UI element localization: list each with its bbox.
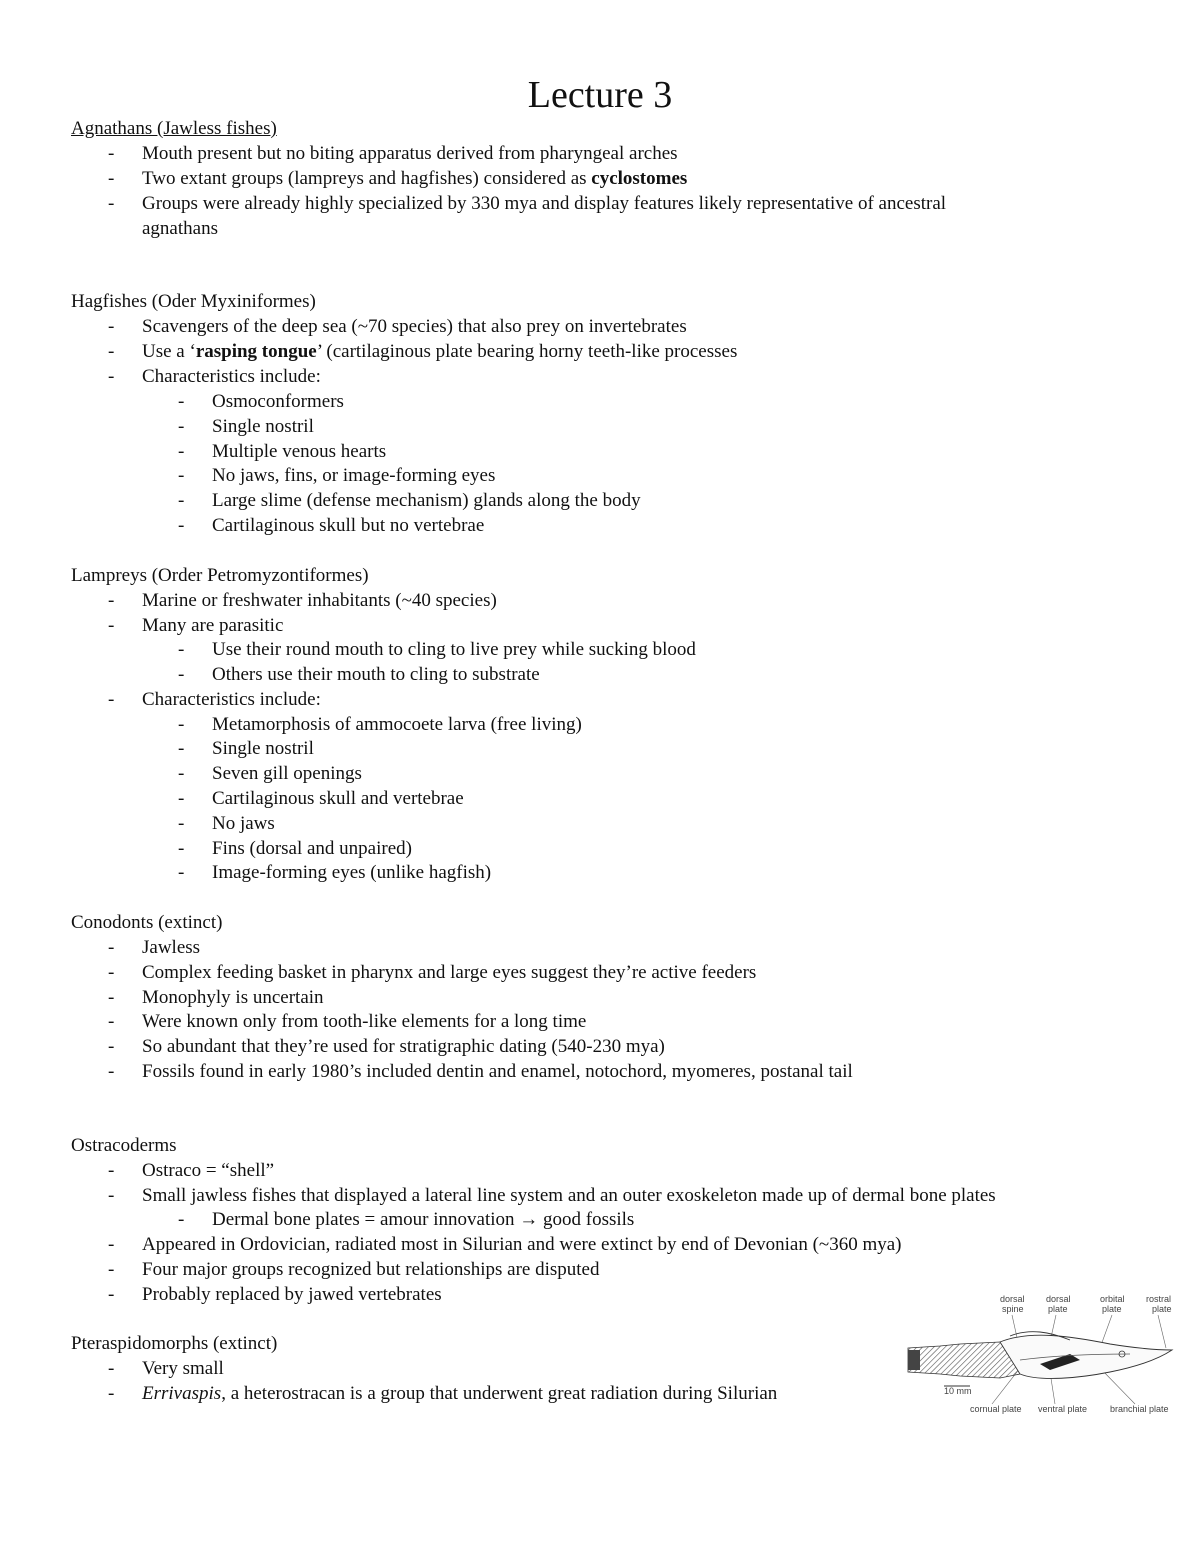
head-shield [1000, 1335, 1172, 1378]
label-dorsal-spine-2: spine [1002, 1304, 1024, 1314]
genus-name: Errivaspis [142, 1383, 222, 1404]
label-branchial-plate: branchial plate [1110, 1404, 1169, 1414]
heading-lampreys: Lampreys (Order Petromyzontiformes) [71, 565, 369, 586]
label-rostral-plate: rostral [1146, 1294, 1172, 1304]
label-cornual-plate: cornual plate [970, 1404, 1022, 1414]
tail-tip [908, 1350, 920, 1370]
document-page: Lecture 3 Agnathans (Jawless fishes) - Mouth present but no biting apparatus derived from pharyngeal arches - Two extant groups (lampreys and hagfishes) considered as cyclostomes - Groups were already highly specialized by 330 mya and display features likely representative of ancestral agnathans Hagfishes (Oder Myxiniformes) - Scavengers of the deep sea (~70 species) that also prey on invertebrates - Use a ‘rasping tongue’ (cartilaginous plate bearing horny teeth-like processes - Characteristics include: - Osmoconformers - Single nostril - Multiple venous hearts - No jaws, fins, or image-forming eyes - Large slime (defense mechanism) glands along the body - Cartilaginous skull but no vertebrae Lampreys (Order Petromyzontiformes) - Marine or freshwater inhabitants (~40 species) - Many are parasitic - Use their round mouth to cling to live prey while sucking blood - Others use their mouth to cling to substrate - Characteristics include: - Metamorphosis of ammocoete larva (free living) - Single nostril - Seven gill openings - Cartilaginous skull and vertebrae - No jaws - Fins (dorsal and unpaired) - Image-forming eyes (unlike hagfish) Conodonts (extinct) - Jawless - Complex feeding basket in pharynx and large eyes suggest they’re active feeders - Monophyly is uncertain - Were known only from tooth-like elements for a long time - So abundant that they’re used for stratigraphic dating (540-230 mya) - Fossils found in early 1980’s included dentin and enamel, notochord, myomeres, postanal tail Ostracoderms - Ostraco = “shell” - Small jawless fishes that displayed a lateral line system and an outer exoskeleton made up of dermal bone plates - Dermal bone plates = amour innovation → good fossils - Appeared in Ordovician, radiated most in Silurian and were extinct by end of Devonian (~360 mya) - Four major groups recognized but relationships are disputed - Probably replaced by jawed vertebrates Pteraspidomorphs (extinct) - Very small - Errivaspis, a heterostracan is a group that underwent great radiation during Silurian dorsal spine dorsal plate orbital plate rostral plate 10 mm cornual plate ventral plate branchial plate [0, 0, 1200, 1553]
label-dorsal-plate: dorsal [1046, 1294, 1071, 1304]
label-scale: 10 mm [944, 1386, 972, 1396]
heading-pteraspidomorphs: Pteraspidomorphs (extinct) [71, 1333, 278, 1354]
heading-conodonts: Conodonts (extinct) [71, 912, 223, 933]
heading-hagfishes: Hagfishes (Oder Myxiniformes) [71, 291, 316, 312]
bold-term-rasping-tongue: rasping tongue [195, 341, 317, 362]
label-orbital-plate: orbital [1100, 1294, 1125, 1304]
bold-term-cyclostomes: cyclostomes [591, 168, 688, 189]
label-orbital-plate-2: plate [1102, 1304, 1122, 1314]
heading-ostracoderms: Ostracoderms [71, 1135, 177, 1156]
label-dorsal-plate-2: plate [1048, 1304, 1068, 1314]
label-rostral-plate-2: plate [1152, 1304, 1172, 1314]
label-ventral-plate: ventral plate [1038, 1404, 1088, 1414]
heading-agnathans: Agnathans (Jawless fishes) [71, 118, 277, 139]
page-title: Lecture 3 [527, 74, 673, 116]
errivaspis-diagram [900, 1290, 1180, 1420]
arrow-icon: → [519, 1209, 539, 1230]
label-dorsal-spine: dorsal [1000, 1294, 1025, 1304]
